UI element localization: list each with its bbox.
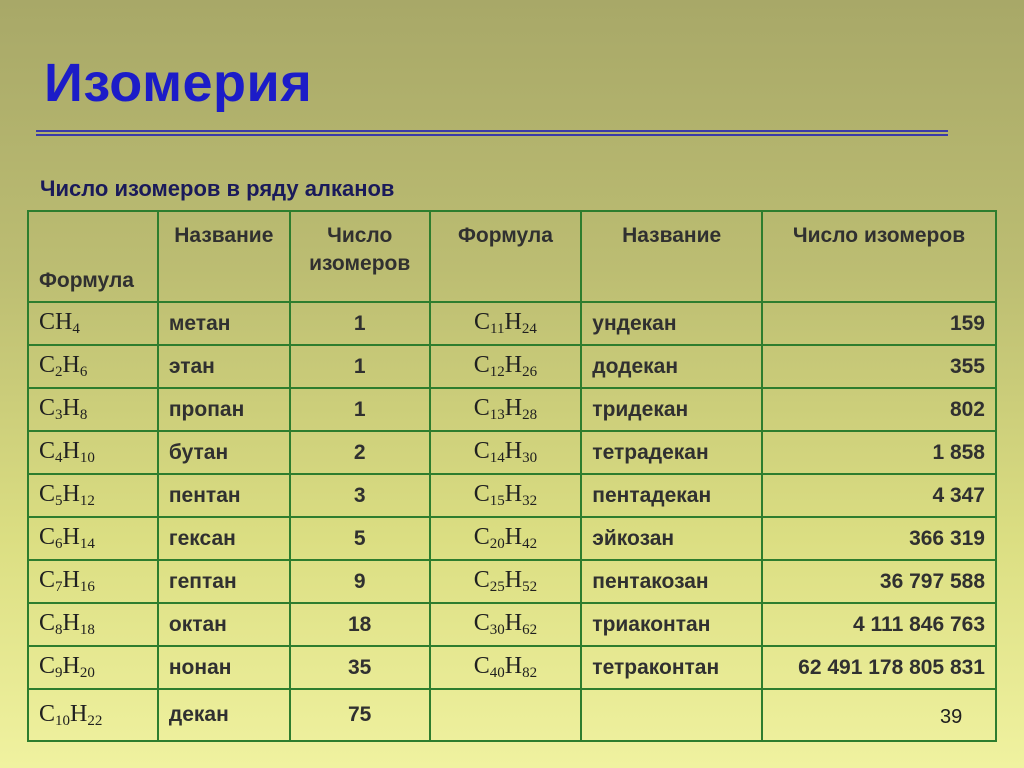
formula-cell: $C_9H_{20}$ — [28, 646, 158, 689]
name-cell: пентадекан — [581, 474, 762, 517]
formula-cell: $C_{15}H_{32}$ — [430, 474, 582, 517]
formula-cell: $C_{25}H_{52}$ — [430, 560, 582, 603]
table-row — [28, 603, 996, 646]
name-cell: гептан — [158, 560, 290, 603]
title-divider-bottom — [36, 134, 948, 136]
name-cell: пропан — [158, 388, 290, 431]
table-row — [28, 388, 996, 431]
formula-cell: $C_7H_{16}$ — [28, 560, 158, 603]
formula-cell: $C_{20}H_{42}$ — [430, 517, 582, 560]
name-cell: тридекан — [581, 388, 762, 431]
table-header-row — [28, 211, 996, 302]
isomer-count-cell: 4 347 — [762, 474, 996, 517]
isomer-count-cell: 5 — [290, 517, 430, 560]
formula-cell: $C_{11}H_{24}$ — [430, 302, 582, 345]
isomer-count-cell: 159 — [762, 302, 996, 345]
isomer-count-cell: 75 — [290, 689, 430, 741]
isomer-count-cell: 18 — [290, 603, 430, 646]
formula-cell: $C_{10}H_{22}$ — [28, 689, 158, 741]
isomer-count-cell: 35 — [290, 646, 430, 689]
formula-cell: $C_{13}H_{28}$ — [430, 388, 582, 431]
isomer-count-cell: 1 — [290, 388, 430, 431]
name-cell: тетраконтан — [581, 646, 762, 689]
table-row — [28, 431, 996, 474]
isomer-count-cell: 802 — [762, 388, 996, 431]
header-name-1: Название — [158, 211, 290, 302]
formula-cell: $C_{30}H_{62}$ — [430, 603, 582, 646]
table-row — [28, 474, 996, 517]
formula-cell: $CH_4$ — [28, 302, 158, 345]
table-row — [28, 560, 996, 603]
isomer-count-cell: 355 — [762, 345, 996, 388]
page-number: 39 — [940, 706, 963, 728]
name-cell: триаконтан — [581, 603, 762, 646]
isomer-count-cell: 3 — [290, 474, 430, 517]
slide-title: Изомерия — [44, 53, 313, 113]
isomer-table — [27, 210, 997, 742]
formula-cell: $C_6H_{14}$ — [28, 517, 158, 560]
name-cell: этан — [158, 345, 290, 388]
header-name-2: Название — [581, 211, 762, 302]
name-cell: бутан — [158, 431, 290, 474]
formula-cell: $C_2H_6$ — [28, 345, 158, 388]
name-cell: декан — [158, 689, 290, 741]
name-cell: октан — [158, 603, 290, 646]
formula-cell: $C_{12}H_{26}$ — [430, 345, 582, 388]
name-cell: эйкозан — [581, 517, 762, 560]
formula-cell: $C_8H_{18}$ — [28, 603, 158, 646]
title-divider-top — [36, 130, 948, 132]
isomer-count-cell: 1 — [290, 345, 430, 388]
isomer-count-cell: 2 — [290, 431, 430, 474]
isomer-count-cell: 1 — [290, 302, 430, 345]
name-cell: пентан — [158, 474, 290, 517]
table-row — [28, 646, 996, 689]
formula-cell: $C_{40}H_{82}$ — [430, 646, 582, 689]
table-row — [28, 302, 996, 345]
table-row — [28, 517, 996, 560]
name-cell: нонан — [158, 646, 290, 689]
formula-cell: $C_{14}H_{30}$ — [430, 431, 582, 474]
table-row — [28, 689, 996, 741]
isomer-count-cell: 366 319 — [762, 517, 996, 560]
name-cell: гексан — [158, 517, 290, 560]
isomer-count-cell: 9 — [290, 560, 430, 603]
isomer-count-cell: 4 111 846 763 — [762, 603, 996, 646]
table-row — [28, 345, 996, 388]
name-cell: метан — [158, 302, 290, 345]
name-cell: додекан — [581, 345, 762, 388]
header-formula-1: Формула — [28, 211, 158, 302]
isomer-count-cell: 36 797 588 — [762, 560, 996, 603]
formula-cell: $C_5H_{12}$ — [28, 474, 158, 517]
formula-cell: $C_4H_{10}$ — [28, 431, 158, 474]
name-cell: ундекан — [581, 302, 762, 345]
isomer-count-cell: 1 858 — [762, 431, 996, 474]
header-formula-2: Формула — [430, 211, 582, 302]
formula-cell — [430, 689, 582, 741]
formula-cell: $C_3H_8$ — [28, 388, 158, 431]
name-cell: тетрадекан — [581, 431, 762, 474]
header-count-2: Число изомеров — [762, 211, 996, 302]
header-count-1: Число изомеров — [290, 211, 430, 302]
isomer-count-cell: 62 491 178 805 831 — [762, 646, 996, 689]
table-caption: Число изомеров в ряду алканов — [40, 176, 395, 201]
name-cell — [581, 689, 762, 741]
name-cell: пентакозан — [581, 560, 762, 603]
